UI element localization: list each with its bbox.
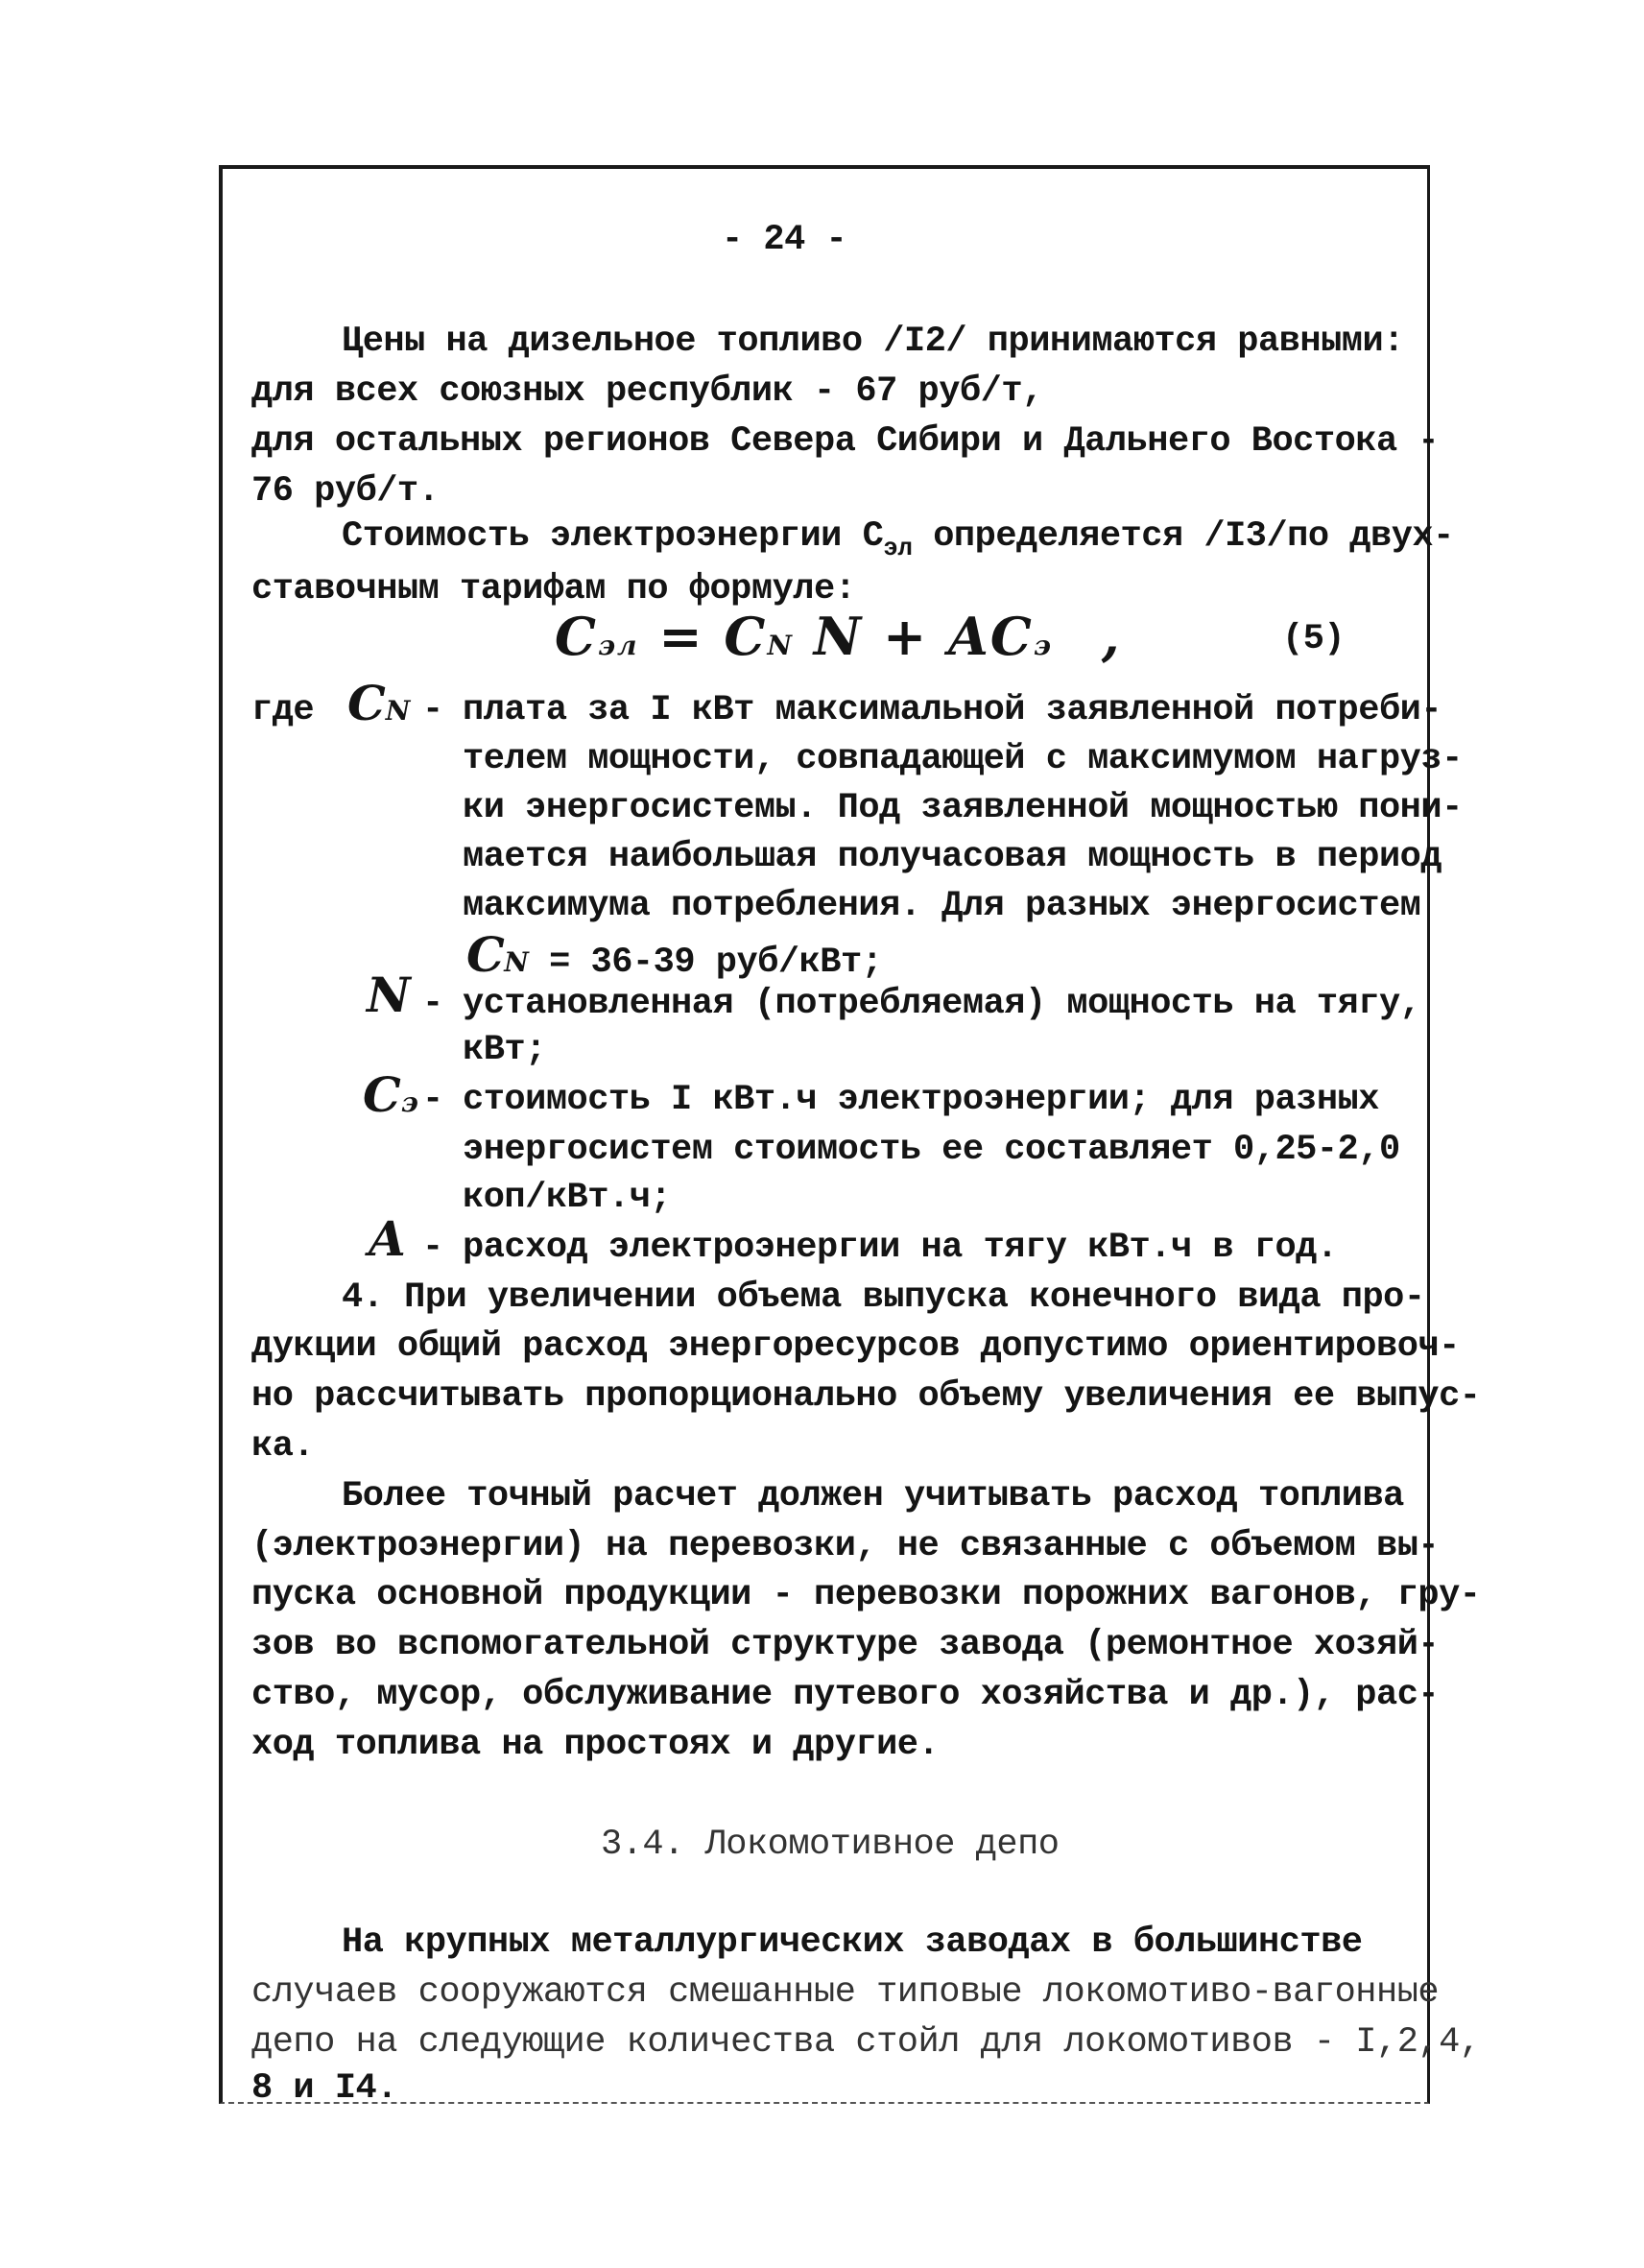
formula-rhs: = C — [658, 606, 768, 667]
formula-number: (5) — [1282, 619, 1346, 659]
para3-line3: но рассчитывать пропорционально объему увеличения ее выпус- — [251, 1376, 1481, 1417]
n-line1: установленная (потребляемая) мощность на тягу, — [463, 984, 1421, 1024]
a-dash: - — [422, 1228, 443, 1268]
section-heading: 3.4. Локомотивное депо — [601, 1825, 1060, 1865]
cn-line2: телем мощности, совпадающей с максимумом нагруз- — [463, 739, 1463, 779]
cn-line6-text: = 36-39 руб/кВт; — [549, 943, 883, 983]
n-line2: кВт; — [463, 1030, 546, 1070]
symbol-ce — [363, 1066, 418, 1123]
para5-line3: депо на следующие количества стойл для локомотивов - I,2,4, — [251, 2022, 1481, 2063]
para4-line1: Более точный расчет должен учитывать расход топлива — [342, 1476, 1404, 1516]
cn-line6-symbol — [466, 926, 528, 983]
para1-line3: для остальных регионов Севера Сибири и Дальнего Востока - — [251, 421, 1440, 462]
para4-line6: ход топлива на простоях и другие. — [251, 1725, 940, 1765]
n-dash: - — [422, 984, 443, 1024]
cn-line6-symbol-main: C — [466, 926, 505, 983]
symbol-a: A — [369, 1210, 406, 1267]
para2-line2: ставочным тарифам по формуле: — [251, 569, 856, 609]
ce-line3: коп/кВт.ч; — [463, 1178, 672, 1218]
symbol-ce-sub: э — [400, 1086, 418, 1118]
where-word: где — [251, 690, 315, 730]
cn-line1: плата за I кВт максимальной заявленной потреби- — [463, 690, 1442, 730]
ce-dash: - — [422, 1080, 443, 1120]
cn-line4: мается наибольшая получасовая мощность в период — [463, 837, 1442, 877]
para3-line4: ка. — [251, 1426, 315, 1467]
symbol-cn-sub: N — [385, 695, 411, 727]
a-line1: расход электроэнергии на тягу кВт.ч в год. — [463, 1228, 1338, 1268]
cn-dash: - — [422, 690, 443, 730]
para4-line2: (электроэнергии) на перевозки, не связанные с объемом вы- — [251, 1526, 1440, 1566]
formula-rhs-mid: N + AC — [813, 606, 1034, 667]
formula-comma: , — [1101, 606, 1122, 667]
symbol-ce-main: C — [363, 1066, 401, 1123]
para3-line2: дукции общий расход энергоресурсов допустимо ориентировоч- — [251, 1326, 1460, 1367]
para2-line1-sub: эл — [883, 534, 913, 562]
para2-line1-post: определяется /I3/по двух- — [912, 516, 1454, 557]
cn-line6-symbol-sub: N — [504, 946, 529, 978]
symbol-cn-main: C — [347, 675, 386, 731]
para2-line1 — [342, 516, 1454, 562]
para5-line2: случаев сооружаются смешанные типовые локомотиво-вагонные — [251, 1972, 1440, 2013]
ce-line2: энергосистем стоимость ее составляет 0,25-2,0 — [463, 1130, 1400, 1170]
formula-rhs-sub2: э — [1033, 630, 1053, 661]
formula-lhs: C — [555, 606, 598, 667]
symbol-n: N — [367, 967, 411, 1023]
para4-line5: ство, мусор, обслуживание путевого хозяйства и др.), рас- — [251, 1675, 1440, 1715]
cn-line3: ки энергосистемы. Под заявленной мощностью пони- — [463, 788, 1463, 828]
symbol-cn — [347, 675, 411, 731]
page-number: - 24 - — [722, 220, 847, 260]
para5-line4: 8 и I4. — [251, 2068, 397, 2109]
formula-rhs-sub1: N — [767, 630, 794, 661]
para4-line4: зов во вспомогательной структуре завода (ремонтное хозяй- — [251, 1625, 1440, 1665]
formula-lhs-sub: эл — [597, 630, 639, 661]
para3-line1: 4. При увеличении объема выпуска конечного вида про- — [342, 1277, 1425, 1318]
cn-line6 — [466, 926, 883, 983]
para4-line3: пуска основной продукции - перевозки порожних вагонов, гру- — [251, 1575, 1481, 1615]
para5-line1: На крупных металлургических заводах в большинстве — [342, 1922, 1363, 1963]
formula-5 — [555, 606, 1122, 667]
ce-line1: стоимость I кВт.ч электроэнергии; для разных — [463, 1080, 1379, 1120]
para2-line1-pre: Стоимость электроэнергии С — [342, 516, 884, 557]
para1-line4: 76 руб/т. — [251, 471, 440, 512]
para1-line2: для всех союзных республик - 67 руб/т, — [251, 371, 1043, 412]
para1-line1: Цены на дизельное топливо /I2/ принимаются равными: — [342, 322, 1404, 362]
cn-line5: максимума потребления. Для разных энергосистем — [463, 886, 1421, 926]
